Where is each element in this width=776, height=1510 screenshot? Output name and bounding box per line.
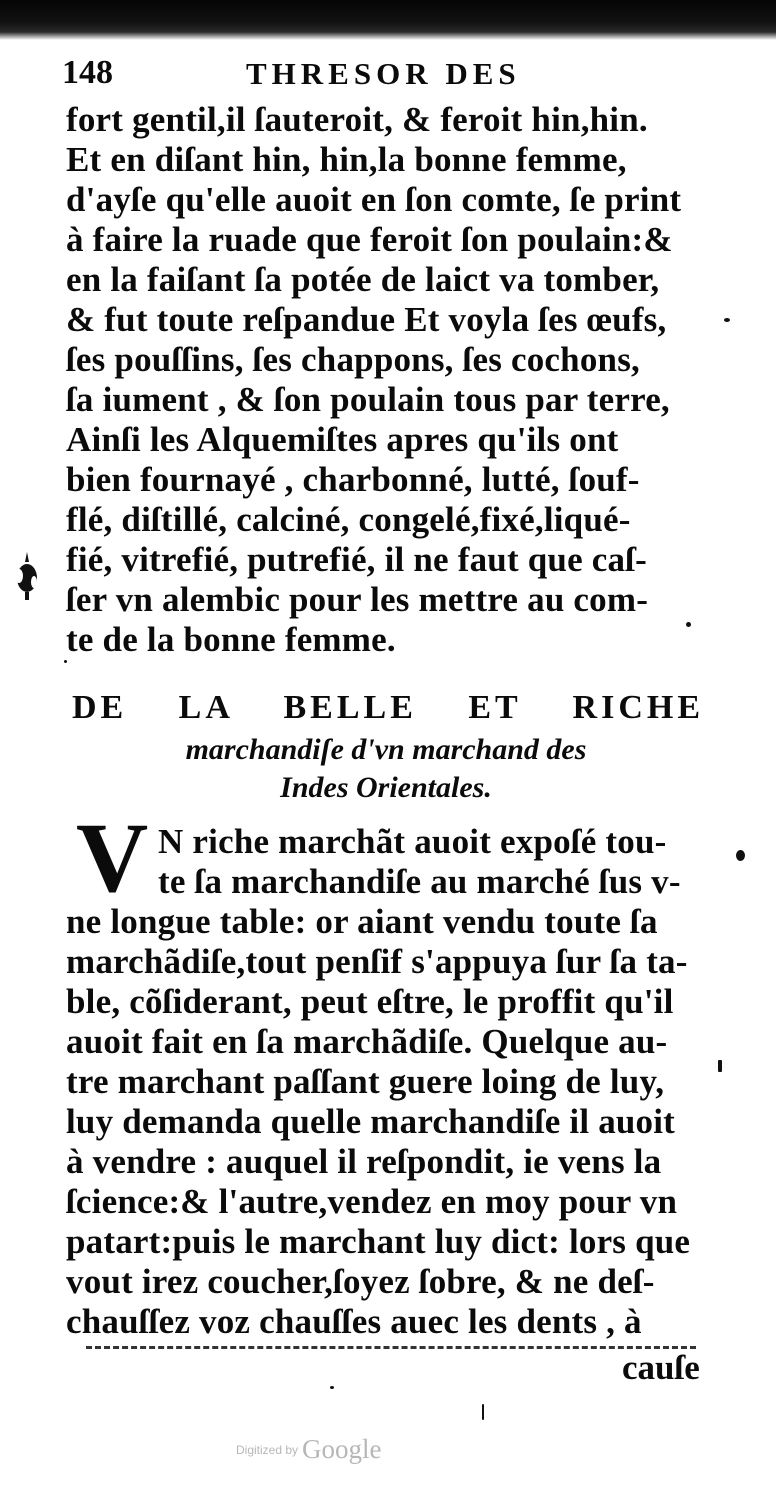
text-line: Et en diſant hin, hin,la bonne femme, xyxy=(66,140,627,179)
text-line: ſer vn alembic pour les mettre au com- xyxy=(66,580,649,619)
text-line: fié, vitrefié, putrefié, il ne faut que caſ- xyxy=(66,540,647,579)
text-line: tre marchant paſſant guere loing de luy, xyxy=(66,1062,665,1101)
digitized-by-watermark xyxy=(236,1434,536,1468)
text-line: ble, cõſiderant, peut eſtre, le proffit qu'il xyxy=(66,982,674,1021)
ink-speck xyxy=(718,1060,722,1072)
page-header xyxy=(62,54,582,104)
ink-speck xyxy=(330,1386,334,1389)
text-line: ſcience:& l'autre,vendez en moy pour vn xyxy=(66,1182,678,1221)
text-line: auoit fait en ſa marchãdiſe. Quelque au- xyxy=(66,1022,668,1061)
ink-speck xyxy=(724,318,730,322)
text-line: ſes pouſſins, ſes chappons, ſes cochons, xyxy=(66,340,640,379)
ink-speck xyxy=(736,850,745,861)
page-top-shadow xyxy=(0,0,776,40)
catchword: cauſe xyxy=(622,1348,700,1387)
text-line: en la faiſant ſa potée de laict va tomber, xyxy=(66,260,660,299)
section-title: DE LA BELLE ET RICHE xyxy=(72,689,704,726)
bottom-dashed-rule xyxy=(86,1346,696,1349)
text-line: patart:puis le marchant luy dict: lors que xyxy=(66,1222,691,1261)
text-line: luy demanda quelle marchandiſe il auoit xyxy=(66,1102,676,1141)
margin-flower-ornament-icon xyxy=(10,548,44,602)
text-line: te de la bonne femme. xyxy=(66,620,396,659)
text-line: fort gentil,il ſauteroit, & feroit hin,hin. xyxy=(66,100,648,139)
ink-speck xyxy=(64,660,67,663)
text-line: & fut toute reſpandue Et voyla ſes œufs, xyxy=(66,300,667,339)
section-subtitle-line-1: marchandiſe d'vn marchand des xyxy=(185,733,587,766)
text-line: bien fournayé , charbonné, lutté, ſouf- xyxy=(66,460,640,499)
text-line: vout irez coucher,ſoyez ſobre, & ne deſ- xyxy=(66,1262,655,1301)
text-line: ne longue table: or aiant vendu toute ſa xyxy=(66,902,658,941)
text-line: marchãdiſe,tout penſif s'appuya ſur ſa ta- xyxy=(66,942,688,981)
text-line: à faire la ruade que feroit ſon poulain:& xyxy=(66,220,673,259)
google-logo: Google xyxy=(302,1434,382,1464)
text-line: à vendre : auquel il reſpondit, ie vens la xyxy=(66,1142,662,1181)
text-line: ſa iument , & ſon poulain tous par terre, xyxy=(66,380,670,419)
text-line: N riche marchãt auoit expoſé tou- xyxy=(158,822,667,861)
text-line: te ſa marchandiſe au marché ſus v- xyxy=(158,862,681,901)
page-number: 148 xyxy=(62,54,113,91)
drop-capital: V xyxy=(76,802,149,913)
text-line: chauſſez voz chauſſes auec les dents , à xyxy=(66,1302,642,1341)
ink-speck xyxy=(482,1404,484,1420)
text-line: Ainſi les Alquemiſtes apres qu'ils ont xyxy=(66,420,619,459)
running-head: THRESOR DES xyxy=(246,56,521,91)
section-subtitle-line-2: Indes Orientales. xyxy=(280,771,492,804)
text-line: flé, diſtillé, calciné, congelé,fixé,liqué- xyxy=(66,500,631,539)
text-line: d'ayſe qu'elle auoit en ſon comte, ſe print xyxy=(66,180,682,219)
watermark-small-text: Digitized by xyxy=(236,1443,299,1457)
